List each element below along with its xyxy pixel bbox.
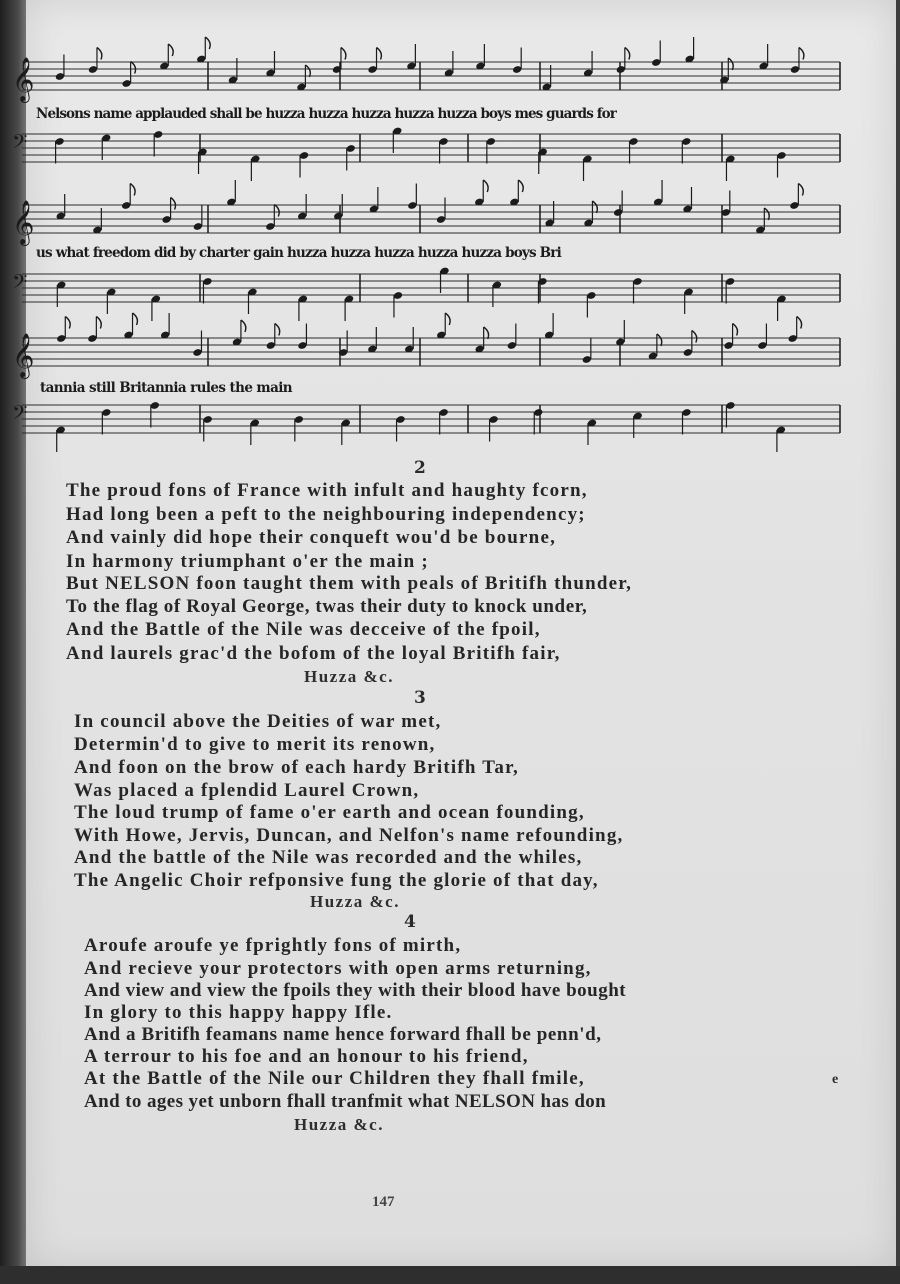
note-flag [133, 313, 138, 325]
note-flag [305, 65, 310, 77]
verse-number: 2 [414, 458, 426, 478]
superscript-e: e [832, 1072, 840, 1087]
verse-number: 3 [414, 688, 426, 708]
note-flag [131, 62, 136, 74]
note-flag [657, 334, 662, 346]
note-flag [445, 313, 450, 325]
chorus-label: Huzza &c. [294, 1115, 384, 1134]
page-number: 147 [372, 1194, 395, 1210]
verse-line: In harmony triumphant o'er the main ; [66, 551, 429, 572]
music-lyric-line-3: tannia still Britannia rules the main [40, 380, 293, 396]
note-flag [484, 327, 489, 339]
note-flag [171, 198, 176, 210]
verse-line: The Angelic Choir refponsive fung the glorie of that day, [74, 870, 599, 891]
note-flag [592, 201, 597, 213]
note-flag [65, 317, 70, 329]
verse-line: And the battle of the Nile was recorded and the whiles, [74, 847, 583, 868]
verse-line: And foon on the brow of each hardy Britifh Tar, [74, 757, 519, 778]
verse-line: And a Britifh feamans name hence forward fhall be penn'd, [84, 1024, 602, 1045]
bass-clef-icon: 𝄢 [12, 130, 28, 158]
note-flag [274, 205, 279, 217]
verse-line: And view and view the fpoils they with their blood have bought [84, 980, 627, 1001]
note-flag [764, 208, 769, 220]
treble-clef-icon: 𝄞 [12, 200, 35, 244]
verse-line: Had long been a peft to the neighbouring independency; [66, 504, 586, 525]
scan-bottom-edge [0, 1266, 900, 1284]
verse-line: At the Battle of the Nile our Children they fhall fmile, [84, 1068, 585, 1089]
treble-clef-icon: 𝄞 [12, 57, 35, 101]
chorus-label: Huzza &c. [304, 667, 394, 686]
note-flag [275, 324, 280, 336]
verse-line: And the Battle of the Nile was decceive of the fpoil, [66, 619, 541, 640]
verse-line: And vainly did hope their conqueft wou'd be bourne, [66, 527, 557, 548]
verse-number: 4 [404, 912, 416, 932]
verse-line: The loud trump of fame o'er earth and ocean founding, [74, 802, 585, 823]
note-flag [241, 320, 246, 332]
verse-line: Was placed a fplendid Laurel Crown, [74, 780, 420, 801]
note-flag [798, 184, 803, 196]
note-flag [130, 184, 135, 196]
verse-line: To the flag of Royal George, twas their duty to knock under, [66, 596, 588, 617]
note-flag [797, 317, 802, 329]
note-flag [728, 58, 733, 70]
note-flag [483, 180, 488, 192]
verse-line: In council above the Deities of war met, [74, 711, 442, 732]
note-flag [97, 48, 102, 60]
verse-line: In glory to this happy happy Ifle. [84, 1002, 393, 1023]
verse-line: Determin'd to give to merit its renown, [74, 734, 436, 755]
treble-clef-icon: 𝄞 [12, 333, 35, 377]
chorus-label: Huzza &c. [310, 892, 400, 911]
note-flag [96, 317, 101, 329]
verse-line: And laurels grac'd the bofom of the loyal Britifh fair, [66, 643, 561, 664]
verse-line: Aroufe aroufe ye fprightly fons of mirth, [84, 935, 462, 956]
note-flag [377, 48, 382, 60]
note-flag [625, 48, 630, 60]
music-lyric-line-1: Nelsons name applauded shall be huzza huzza huzza huzza huzza boys mes guards for [36, 106, 616, 122]
bass-clef-icon: 𝄢 [12, 270, 28, 298]
verse-line: But NELSON foon taught them with peals of Britifh thunder, [66, 573, 633, 594]
verse-line: The proud fons of France with infult and haughty fcorn, [66, 480, 588, 501]
note-flag [518, 180, 523, 192]
verse-line: And recieve your protectors with open arms returning, [84, 958, 592, 979]
note-flag [341, 48, 346, 60]
verse-line: And to ages yet unborn fhall tranfmit what NELSON has don [84, 1091, 607, 1112]
verse-line: With Howe, Jervis, Duncan, and Nelfon's name refounding, [74, 825, 624, 846]
bass-clef-icon: 𝄢 [12, 401, 28, 429]
note-flag [733, 324, 738, 336]
verse-line: A terrour to his foe and an honour to his friend, [84, 1046, 529, 1067]
note-flag [692, 331, 697, 343]
note-flag [168, 44, 173, 56]
note-flag [799, 48, 804, 60]
note-flag [205, 37, 210, 49]
music-lyric-line-2: us what freedom did by charter gain huzza huzza huzza huzza huzza boys Bri [36, 245, 561, 261]
